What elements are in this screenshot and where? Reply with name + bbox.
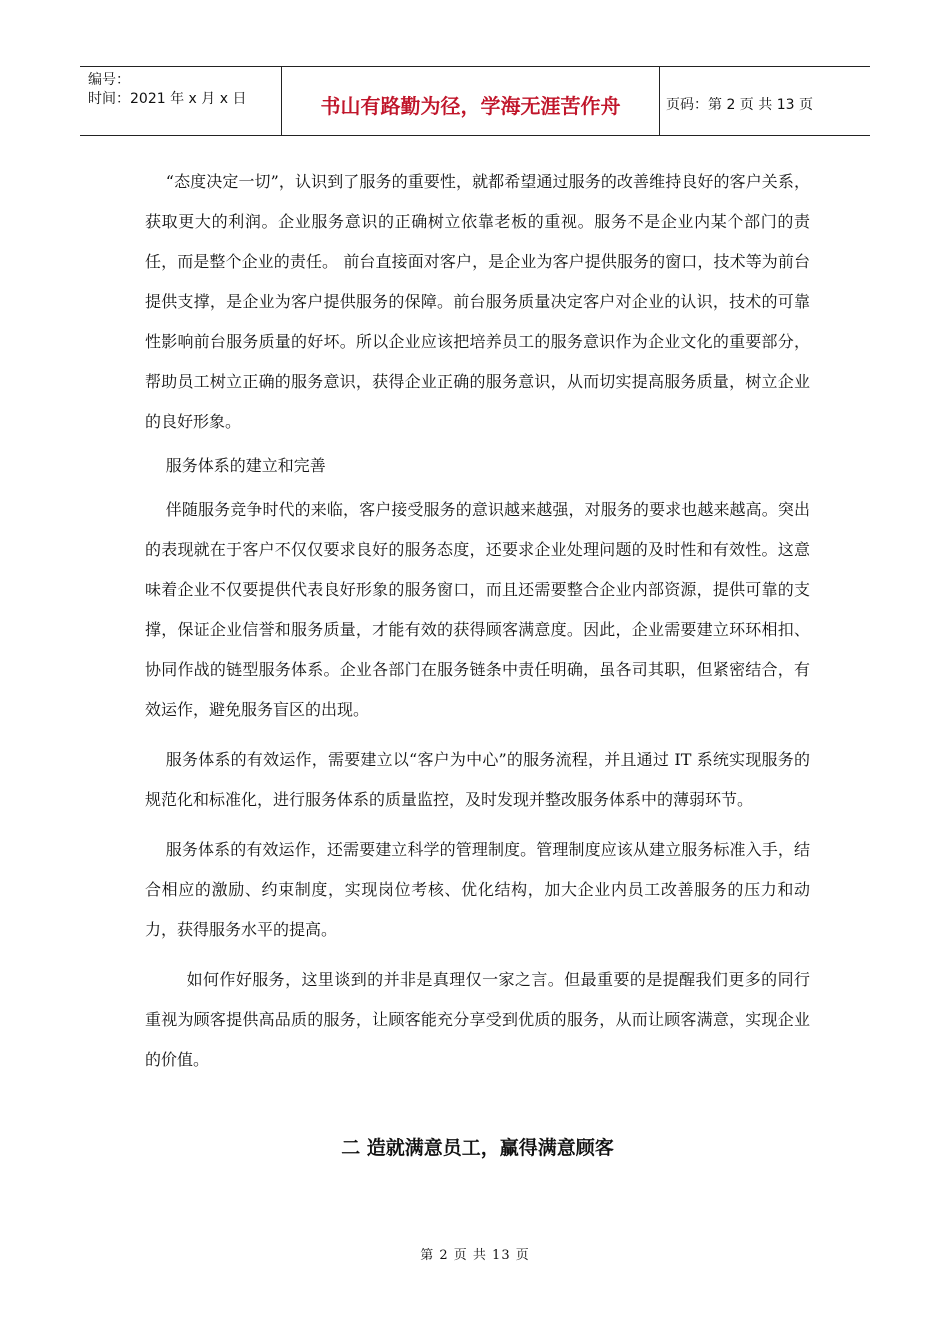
paragraph-conclusion: 如何作好服务，这里谈到的并非是真理仅一家之言。但最重要的是提醒我们更多的同行重视为顾客提供高品质的服务，让顾客能充分享受到优质的服务，从而让顾客满意，实现企业的价值。: [145, 970, 810, 1069]
page-header: [80, 66, 870, 136]
document-body: [145, 162, 810, 1168]
subheading-service-system: 服务体系的建立和完善: [165, 456, 326, 475]
page-footer: 第 2 页 共 13 页: [420, 1248, 530, 1263]
header-page-code: 页码：第 2 页 共 13 页: [666, 97, 813, 113]
header-meta: [80, 67, 282, 135]
paragraph-service-attitude: “态度决定一切”，认识到了服务的重要性，就都希望通过服务的改善维持良好的客户关系，获取更大的利润。企业服务意识的正确树立依靠老板的重视。服务不是企业内某个部门的责任，而是整个企业的责任。 前台直接面对客户，是企业为客户提供服务的窗口，技术等为前台提供支撑，是企业为客户提供服务的保障。前台服务质量决定客户对企业的认识，技术的可靠性影响前台服务质量的好坏。所以企业应该把培养员工的服务意识作为企业文化的重要部分，帮助员工树立正确的服务意识，获得企业正确的服务意识，从而切实提高服务质量，树立企业的良好形象。: [145, 172, 810, 431]
paragraph-management-system: 服务体系的有效运作，还需要建立科学的管理制度。管理制度应该从建立服务标准入手，结合相应的激励、约束制度，实现岗位考核、优化结构，加大企业内员工改善服务的压力和动力，获得服务水平的提高。: [145, 840, 810, 939]
header-motto: 书山有路勤为径，学海无涯苦作舟: [282, 67, 660, 135]
paragraph-service-process: 服务体系的有效运作，需要建立以“客户为中心”的服务流程，并且通过 IT 系统实现服务的规范化和标准化，进行服务体系的质量监控，及时发现并整改服务体系中的薄弱环节。: [145, 750, 810, 809]
document-date: 时间：2021 年 x 月 x 日: [88, 91, 247, 107]
section-title: 二 造就满意员工，赢得满意顾客: [341, 1137, 614, 1159]
document-number-label: 编号：: [88, 72, 130, 88]
paragraph-service-competition: 伴随服务竞争时代的来临，客户接受服务的意识越来越强，对服务的要求也越来越高。突出的表现就在于客户不仅仅要求良好的服务态度，还要求企业处理问题的及时性和有效性。这意味着企业不仅要提供代表良好形象的服务窗口，而且还需要整合企业内部资源，提供可靠的支撑，保证企业信誉和服务质量，才能有效的获得顾客满意度。因此，企业需要建立环环相扣、协同作战的链型服务体系。企业各部门在服务链条中责任明确，虽各司其职，但紧密结合，有效运作，避免服务盲区的出现。: [145, 500, 810, 719]
